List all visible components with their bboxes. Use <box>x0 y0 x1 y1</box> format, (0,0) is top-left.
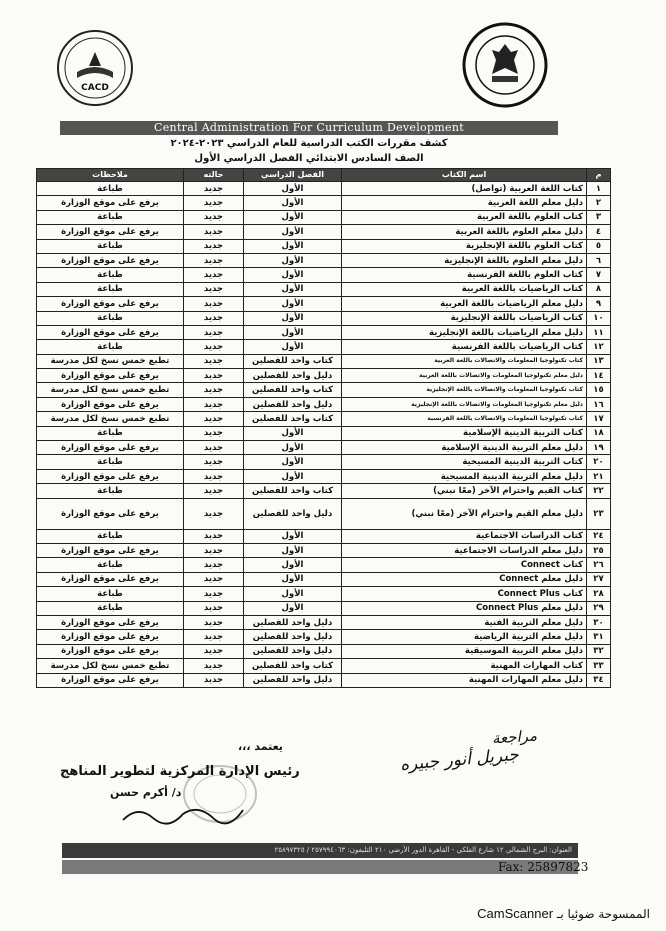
cell-status: جديد <box>184 587 244 601</box>
cell-status: جديد <box>184 630 244 644</box>
table-row <box>37 601 611 615</box>
cell-num: ٦ <box>587 253 611 267</box>
cell-notes: طباعة <box>37 210 184 224</box>
table-row <box>37 455 611 469</box>
approved-label: يعتمد ،،، <box>238 740 283 753</box>
table-row <box>37 441 611 455</box>
cell-book: دليل معلم العلوم باللغة الإنجليزية <box>342 253 587 267</box>
cell-book: دليل معلم الدراسات الاجتماعية <box>342 543 587 557</box>
cell-notes: طباعة <box>37 426 184 440</box>
table-row <box>37 225 611 239</box>
cell-semester: الأول <box>244 239 342 253</box>
cell-semester: الأول <box>244 268 342 282</box>
cell-notes: طباعة <box>37 340 184 354</box>
cell-status: جديد <box>184 529 244 543</box>
cell-num: ٢٨ <box>587 587 611 601</box>
cell-notes: يرفع على موقع الوزارة <box>37 441 184 455</box>
head-signature-icon <box>118 800 248 830</box>
cell-notes: تطبع خمس نسخ لكل مدرسة <box>37 354 184 368</box>
cell-book: كتاب Connect Plus <box>342 587 587 601</box>
cell-notes: طباعة <box>37 268 184 282</box>
cell-status: جديد <box>184 498 244 529</box>
head-title: رئيس الإدارة المركزية لتطوير المناهج <box>60 764 300 779</box>
cell-semester: دليل واحد للفصلين <box>244 644 342 658</box>
cell-semester: دليل واحد للفصلين <box>244 498 342 529</box>
cell-book: دليل معلم الرياضيات باللغة العربية <box>342 297 587 311</box>
cell-status: جديد <box>184 543 244 557</box>
cell-book: كتاب المهارات المهنية <box>342 659 587 673</box>
header-status: حالته <box>184 169 244 182</box>
cell-semester: الأول <box>244 340 342 354</box>
cell-notes: طباعة <box>37 311 184 325</box>
cell-notes: يرفع على موقع الوزارة <box>37 644 184 658</box>
table-row <box>37 498 611 529</box>
table-row <box>37 383 611 397</box>
cell-num: ٢٠ <box>587 455 611 469</box>
header-notes: ملاحظات <box>37 169 184 182</box>
cell-book: دليل معلم القيم واحترام الآخر (معًا نبني) <box>342 498 587 529</box>
cell-semester: الأول <box>244 441 342 455</box>
cell-notes: يرفع على موقع الوزارة <box>37 572 184 586</box>
cell-notes: يرفع على موقع الوزارة <box>37 297 184 311</box>
table-row <box>37 572 611 586</box>
cell-status: جديد <box>184 369 244 383</box>
scanner-prefix: الممسوحة ضوئيا بـ <box>556 907 650 921</box>
cell-notes: طباعة <box>37 484 184 498</box>
cell-num: ٧ <box>587 268 611 282</box>
table-row <box>37 196 611 210</box>
table-row <box>37 210 611 224</box>
cell-status: جديد <box>184 311 244 325</box>
cell-num: ٢١ <box>587 469 611 483</box>
cell-semester: الأول <box>244 601 342 615</box>
cell-book: دليل معلم تكنولوجيا المعلومات والاتصالات باللغة العربية <box>342 369 587 383</box>
cell-notes: تطبع خمس نسخ لكل مدرسة <box>37 659 184 673</box>
cell-status: جديد <box>184 412 244 426</box>
cell-notes: طباعة <box>37 558 184 572</box>
cell-semester: الأول <box>244 543 342 557</box>
cell-num: ٢٩ <box>587 601 611 615</box>
header-num: م <box>587 169 611 182</box>
cell-notes: يرفع على موقع الوزارة <box>37 253 184 267</box>
table-row <box>37 297 611 311</box>
cell-notes: يرفع على موقع الوزارة <box>37 469 184 483</box>
cell-status: جديد <box>184 325 244 339</box>
cell-notes: يرفع على موقع الوزارة <box>37 543 184 557</box>
cell-book: دليل معلم التربية الدينية المسيحية <box>342 469 587 483</box>
cell-semester: دليل واحد للفصلين <box>244 397 342 411</box>
cell-status: جديد <box>184 210 244 224</box>
cell-semester: دليل واحد للفصلين <box>244 615 342 629</box>
cell-book: كتاب اللغة العربية (تواصل) <box>342 182 587 196</box>
cell-book: كتاب التربية الدينية المسيحية <box>342 455 587 469</box>
cell-num: ٢ <box>587 196 611 210</box>
cell-num: ٥ <box>587 239 611 253</box>
cell-status: جديد <box>184 601 244 615</box>
table-row <box>37 630 611 644</box>
cacd-logo-icon <box>55 28 135 108</box>
cell-semester: الأول <box>244 253 342 267</box>
cell-status: جديد <box>184 558 244 572</box>
cell-num: ١٠ <box>587 311 611 325</box>
table-row <box>37 659 611 673</box>
cell-book: كتاب التربية الدينية الإسلامية <box>342 426 587 440</box>
cell-notes: يرفع على موقع الوزارة <box>37 225 184 239</box>
cell-book: كتاب العلوم باللغة الفرنسية <box>342 268 587 282</box>
cell-status: جديد <box>184 268 244 282</box>
cell-book: دليل معلم Connect Plus <box>342 601 587 615</box>
cell-semester: الأول <box>244 572 342 586</box>
cell-book: كتاب الدراسات الاجتماعية <box>342 529 587 543</box>
cell-semester: الأول <box>244 182 342 196</box>
table-row <box>37 469 611 483</box>
cell-num: ٢٥ <box>587 543 611 557</box>
cell-num: ٣٣ <box>587 659 611 673</box>
cell-num: ٣٠ <box>587 615 611 629</box>
cell-num: ١٢ <box>587 340 611 354</box>
table-row <box>37 182 611 196</box>
books-table <box>36 168 611 688</box>
cell-book: دليل معلم المهارات المهنية <box>342 673 587 687</box>
cell-book: دليل معلم اللغة العربية <box>342 196 587 210</box>
cell-semester: دليل واحد للفصلين <box>244 369 342 383</box>
cell-book: دليل معلم تكنولوجيا المعلومات والاتصالات باللغة الإنجليزية <box>342 397 587 411</box>
table-row <box>37 412 611 426</box>
cell-num: ٢٢ <box>587 484 611 498</box>
cell-status: جديد <box>184 253 244 267</box>
cell-semester: الأول <box>244 311 342 325</box>
cell-notes: يرفع على موقع الوزارة <box>37 673 184 687</box>
table-row <box>37 311 611 325</box>
cell-num: ١٣ <box>587 354 611 368</box>
cell-notes: طباعة <box>37 529 184 543</box>
table-row <box>37 325 611 339</box>
table-row <box>37 253 611 267</box>
cell-status: جديد <box>184 615 244 629</box>
cell-num: ٣١ <box>587 630 611 644</box>
cell-book: دليل معلم التربية الرياضية <box>342 630 587 644</box>
cell-notes: طباعة <box>37 239 184 253</box>
table-header-row <box>37 169 611 182</box>
cell-status: جديد <box>184 644 244 658</box>
fax-number: Fax: 25897823 <box>498 860 589 874</box>
cell-semester: الأول <box>244 469 342 483</box>
table-row <box>37 484 611 498</box>
cell-num: ٢٦ <box>587 558 611 572</box>
cell-notes: طباعة <box>37 282 184 296</box>
cell-semester: دليل واحد للفصلين <box>244 630 342 644</box>
cell-num: ٨ <box>587 282 611 296</box>
table-row <box>37 587 611 601</box>
cell-num: ٣ <box>587 210 611 224</box>
cell-num: ١٥ <box>587 383 611 397</box>
cell-num: ٩ <box>587 297 611 311</box>
cell-num: ٢٧ <box>587 572 611 586</box>
cell-status: جديد <box>184 282 244 296</box>
cell-book: دليل معلم التربية الدينية الإسلامية <box>342 441 587 455</box>
cell-num: ١٤ <box>587 369 611 383</box>
cell-book: كتاب الرياضيات باللغة الفرنسية <box>342 340 587 354</box>
cell-semester: الأول <box>244 196 342 210</box>
cell-status: جديد <box>184 354 244 368</box>
page-subtitle: الصف السادس الابتدائي الفصل الدراسي الأول <box>194 153 424 164</box>
cell-book: كتاب العلوم باللغة العربية <box>342 210 587 224</box>
cell-book: كتاب تكنولوجيا المعلومات والاتصالات باللغة الفرنسية <box>342 412 587 426</box>
cell-status: جديد <box>184 297 244 311</box>
cell-status: جديد <box>184 469 244 483</box>
table-row <box>37 426 611 440</box>
table-row <box>37 397 611 411</box>
cell-notes: يرفع على موقع الوزارة <box>37 630 184 644</box>
table-row <box>37 529 611 543</box>
cell-book: دليل معلم التربية الفنية <box>342 615 587 629</box>
table-row <box>37 644 611 658</box>
cell-book: كتاب العلوم باللغة الإنجليزية <box>342 239 587 253</box>
cell-num: ٣٢ <box>587 644 611 658</box>
cell-book: دليل معلم التربية الموسيقية <box>342 644 587 658</box>
cell-num: ١٨ <box>587 426 611 440</box>
cell-semester: الأول <box>244 297 342 311</box>
scanner-name: CamScanner <box>477 906 554 921</box>
cell-semester: الأول <box>244 282 342 296</box>
table-row <box>37 239 611 253</box>
table-row <box>37 543 611 557</box>
cell-status: جديد <box>184 659 244 673</box>
cell-notes: يرفع على موقع الوزارة <box>37 615 184 629</box>
camscanner-watermark <box>477 906 650 921</box>
cell-num: ١١ <box>587 325 611 339</box>
table-row <box>37 673 611 687</box>
cell-semester: الأول <box>244 210 342 224</box>
cell-status: جديد <box>184 239 244 253</box>
cell-book: كتاب تكنولوجيا المعلومات والاتصالات باللغة العربية <box>342 354 587 368</box>
cell-notes: تطبع خمس نسخ لكل مدرسة <box>37 412 184 426</box>
cell-semester: كتاب واحد للفصلين <box>244 354 342 368</box>
cell-status: جديد <box>184 426 244 440</box>
cell-status: جديد <box>184 572 244 586</box>
cell-notes: يرفع على موقع الوزارة <box>37 369 184 383</box>
cell-num: ٢٣ <box>587 498 611 529</box>
cell-semester: الأول <box>244 225 342 239</box>
cell-status: جديد <box>184 455 244 469</box>
cell-status: جديد <box>184 484 244 498</box>
cell-status: جديد <box>184 673 244 687</box>
cell-status: جديد <box>184 340 244 354</box>
cell-semester: الأول <box>244 426 342 440</box>
cell-semester: كتاب واحد للفصلين <box>244 659 342 673</box>
cell-semester: كتاب واحد للفصلين <box>244 412 342 426</box>
cell-book: كتاب الرياضيات باللغة العربية <box>342 282 587 296</box>
cell-notes: يرفع على موقع الوزارة <box>37 498 184 529</box>
cell-book: كتاب تكنولوجيا المعلومات والاتصالات باللغة الإنجليزية <box>342 383 587 397</box>
cell-book: كتاب Connect <box>342 558 587 572</box>
svg-text:CACD: CACD <box>81 83 109 93</box>
cell-book: دليل معلم الرياضيات باللغة الإنجليزية <box>342 325 587 339</box>
cell-status: جديد <box>184 441 244 455</box>
reviewer-signature-label: مراجعة <box>491 726 538 748</box>
cell-semester: كتاب واحد للفصلين <box>244 383 342 397</box>
cell-book: دليل معلم العلوم باللغة العربية <box>342 225 587 239</box>
head-name: د/ أكرم حسن <box>110 786 182 799</box>
cell-book: كتاب الرياضيات باللغة الإنجليزية <box>342 311 587 325</box>
cell-num: ١ <box>587 182 611 196</box>
cell-notes: يرفع على موقع الوزارة <box>37 397 184 411</box>
table-row <box>37 369 611 383</box>
header-book: اسم الكتاب <box>342 169 587 182</box>
cell-semester: الأول <box>244 529 342 543</box>
cell-semester: الأول <box>244 558 342 572</box>
header-semester: الفصل الدراسي <box>244 169 342 182</box>
cell-notes: طباعة <box>37 455 184 469</box>
address-bar: العنوان: البرج الشمالي ١٢ شارع الفلكي - القاهرة الدور الأرضي ٢١٠ التليفون: ٢٥٧٩٩٤٠٦٣ / ٢٥٨٩٧٣٢٥ <box>62 843 578 858</box>
cell-status: جديد <box>184 225 244 239</box>
cell-status: جديد <box>184 196 244 210</box>
cell-notes: يرفع على موقع الوزارة <box>37 325 184 339</box>
table-row <box>37 354 611 368</box>
table-row <box>37 558 611 572</box>
ministry-logo-icon <box>462 22 548 108</box>
table-row <box>37 268 611 282</box>
cell-status: جديد <box>184 397 244 411</box>
cell-status: جديد <box>184 383 244 397</box>
cell-notes: طباعة <box>37 587 184 601</box>
cell-notes: طباعة <box>37 182 184 196</box>
cell-book: كتاب القيم واحترام الآخر (معًا نبني) <box>342 484 587 498</box>
cell-num: ٤ <box>587 225 611 239</box>
cell-notes: تطبع خمس نسخ لكل مدرسة <box>37 383 184 397</box>
reviewer-signature-name: جبريل أنور جبيره <box>399 744 520 776</box>
table-row <box>37 340 611 354</box>
cell-book: دليل معلم Connect <box>342 572 587 586</box>
cell-notes: طباعة <box>37 601 184 615</box>
page-title: كشف مقررات الكتب الدراسية للعام الدراسي ٢٠٢٣-٢٠٢٤ <box>170 138 448 149</box>
cell-notes: يرفع على موقع الوزارة <box>37 196 184 210</box>
table-row <box>37 615 611 629</box>
cell-semester: الأول <box>244 455 342 469</box>
cell-num: ١٦ <box>587 397 611 411</box>
cell-num: ٢٤ <box>587 529 611 543</box>
table-row <box>37 282 611 296</box>
cell-semester: الأول <box>244 325 342 339</box>
cell-semester: دليل واحد للفصلين <box>244 673 342 687</box>
cell-num: ١٩ <box>587 441 611 455</box>
cell-num: ٣٤ <box>587 673 611 687</box>
cell-status: جديد <box>184 182 244 196</box>
department-banner: Central Administration For Curriculum Development <box>60 121 558 135</box>
cell-num: ١٧ <box>587 412 611 426</box>
cell-semester: كتاب واحد للفصلين <box>244 484 342 498</box>
cell-semester: الأول <box>244 587 342 601</box>
